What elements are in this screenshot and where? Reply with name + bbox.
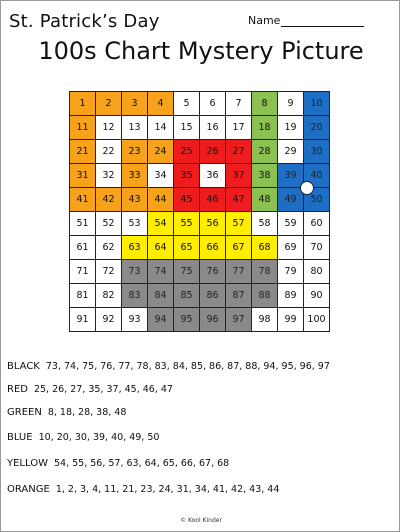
chart-cell: 89 xyxy=(278,284,304,308)
chart-cell: 11 xyxy=(70,116,96,140)
legend-label: GREEN xyxy=(7,406,42,418)
chart-cell: 39 xyxy=(278,164,304,188)
chart-cell: 1 xyxy=(70,92,96,116)
chart-cell: 35 xyxy=(174,164,200,188)
chart-cell: 72 xyxy=(96,260,122,284)
legend-numbers: 25, 26, 27, 35, 37, 45, 46, 47 xyxy=(33,383,173,395)
chart-cell: 21 xyxy=(70,140,96,164)
color-key xyxy=(7,355,395,502)
chart-cell: 25 xyxy=(174,140,200,164)
chart-cell: 2 xyxy=(96,92,122,116)
chart-cell: 71 xyxy=(70,260,96,284)
chart-cell: 40 xyxy=(304,164,330,188)
chart-cell: 98 xyxy=(252,308,278,332)
chart-cell: 97 xyxy=(226,308,252,332)
chart-cell: 57 xyxy=(226,212,252,236)
chart-cell: 59 xyxy=(278,212,304,236)
chart-cell: 74 xyxy=(148,260,174,284)
worksheet-title-top: St. Patrick’s Day xyxy=(9,11,160,32)
chart-cell: 41 xyxy=(70,188,96,212)
worksheet-title-main: 100s Chart Mystery Picture xyxy=(38,37,364,65)
chart-cell: 95 xyxy=(174,308,200,332)
chart-cell: 26 xyxy=(200,140,226,164)
chart-cell: 93 xyxy=(122,308,148,332)
chart-cell: 58 xyxy=(252,212,278,236)
chart-cell: 54 xyxy=(148,212,174,236)
chart-cell: 12 xyxy=(96,116,122,140)
chart-cell: 51 xyxy=(70,212,96,236)
chart-cell: 78 xyxy=(252,260,278,284)
legend-numbers: 8, 18, 28, 38, 48 xyxy=(47,406,127,418)
legend-row-green xyxy=(7,400,395,424)
chart-cell: 88 xyxy=(252,284,278,308)
chart-cell: 32 xyxy=(96,164,122,188)
chart-cell: 49 xyxy=(278,188,304,212)
chart-cell: 86 xyxy=(200,284,226,308)
chart-cell: 43 xyxy=(122,188,148,212)
chart-cell: 63 xyxy=(122,236,148,260)
chart-cell: 16 xyxy=(200,116,226,140)
name-label: Name xyxy=(248,14,281,27)
shamrock-dot xyxy=(300,181,314,195)
chart-cell: 23 xyxy=(122,140,148,164)
chart-cell: 75 xyxy=(174,260,200,284)
chart-cell: 18 xyxy=(252,116,278,140)
chart-cell: 5 xyxy=(174,92,200,116)
chart-cell: 4 xyxy=(148,92,174,116)
chart-cell: 17 xyxy=(226,116,252,140)
chart-cell: 82 xyxy=(96,284,122,308)
legend-row-black xyxy=(7,355,395,378)
chart-cell: 20 xyxy=(304,116,330,140)
legend-label: RED xyxy=(7,383,28,395)
chart-cell: 36 xyxy=(200,164,226,188)
chart-cell: 48 xyxy=(252,188,278,212)
chart-cell: 99 xyxy=(278,308,304,332)
chart-cell: 70 xyxy=(304,236,330,260)
chart-cell: 29 xyxy=(278,140,304,164)
chart-cell: 94 xyxy=(148,308,174,332)
legend-label: BLACK xyxy=(7,361,40,372)
chart-cell: 22 xyxy=(96,140,122,164)
copyright-credit: © Kool Kinder xyxy=(180,517,222,524)
chart-cell: 61 xyxy=(70,236,96,260)
chart-cell: 66 xyxy=(200,236,226,260)
chart-cell: 73 xyxy=(122,260,148,284)
chart-cell: 84 xyxy=(148,284,174,308)
chart-cell: 96 xyxy=(200,308,226,332)
legend-row-red xyxy=(7,378,395,400)
chart-cell: 24 xyxy=(148,140,174,164)
legend-row-yellow xyxy=(7,450,395,476)
chart-cell: 30 xyxy=(304,140,330,164)
chart-cell: 52 xyxy=(96,212,122,236)
chart-cell: 50 xyxy=(304,188,330,212)
chart-cell: 100 xyxy=(304,308,330,332)
chart-cell: 69 xyxy=(278,236,304,260)
chart-cell: 15 xyxy=(174,116,200,140)
chart-cell: 6 xyxy=(200,92,226,116)
chart-cell: 55 xyxy=(174,212,200,236)
chart-cell: 28 xyxy=(252,140,278,164)
chart-cell: 27 xyxy=(226,140,252,164)
chart-cell: 47 xyxy=(226,188,252,212)
chart-cell: 14 xyxy=(148,116,174,140)
chart-cell: 91 xyxy=(70,308,96,332)
chart-cell: 90 xyxy=(304,284,330,308)
legend-numbers: 1, 2, 3, 4, 11, 21, 23, 24, 31, 34, 41, 42, 43, 44 xyxy=(55,483,280,495)
chart-cell: 9 xyxy=(278,92,304,116)
chart-cell: 3 xyxy=(122,92,148,116)
legend-row-orange xyxy=(7,476,395,502)
chart-cell: 19 xyxy=(278,116,304,140)
chart-cell: 10 xyxy=(304,92,330,116)
chart-cell: 44 xyxy=(148,188,174,212)
chart-cell: 8 xyxy=(252,92,278,116)
chart-cell: 31 xyxy=(70,164,96,188)
chart-cell: 77 xyxy=(226,260,252,284)
chart-cell: 34 xyxy=(148,164,174,188)
legend-label: ORANGE xyxy=(7,483,50,495)
chart-cell: 80 xyxy=(304,260,330,284)
chart-cell: 42 xyxy=(96,188,122,212)
chart-cell: 33 xyxy=(122,164,148,188)
legend-numbers: 54, 55, 56, 57, 63, 64, 65, 66, 67, 68 xyxy=(53,457,230,469)
chart-cell: 65 xyxy=(174,236,200,260)
chart-cell: 56 xyxy=(200,212,226,236)
name-field xyxy=(248,14,364,27)
legend-numbers: 73, 74, 75, 76, 77, 78, 83, 84, 85, 86, 87, 88, 94, 95, 96, 97 xyxy=(45,361,330,372)
chart-cell: 37 xyxy=(226,164,252,188)
chart-cell: 62 xyxy=(96,236,122,260)
chart-cell: 38 xyxy=(252,164,278,188)
chart-cell: 13 xyxy=(122,116,148,140)
chart-cell: 53 xyxy=(122,212,148,236)
chart-cell: 45 xyxy=(174,188,200,212)
legend-numbers: 10, 20, 30, 39, 40, 49, 50 xyxy=(38,431,160,443)
chart-cell: 81 xyxy=(70,284,96,308)
chart-cell: 76 xyxy=(200,260,226,284)
chart-cell: 67 xyxy=(226,236,252,260)
legend-row-blue xyxy=(7,424,395,450)
legend-label: YELLOW xyxy=(7,457,48,469)
chart-cell: 46 xyxy=(200,188,226,212)
chart-cell: 68 xyxy=(252,236,278,260)
chart-cell: 92 xyxy=(96,308,122,332)
chart-cell: 85 xyxy=(174,284,200,308)
chart-cell: 87 xyxy=(226,284,252,308)
chart-cell: 60 xyxy=(304,212,330,236)
chart-cell: 64 xyxy=(148,236,174,260)
chart-cell: 79 xyxy=(278,260,304,284)
chart-cell: 7 xyxy=(226,92,252,116)
chart-cell: 83 xyxy=(122,284,148,308)
hundreds-chart xyxy=(69,91,330,332)
name-blank-line xyxy=(281,15,364,27)
legend-label: BLUE xyxy=(7,431,33,443)
